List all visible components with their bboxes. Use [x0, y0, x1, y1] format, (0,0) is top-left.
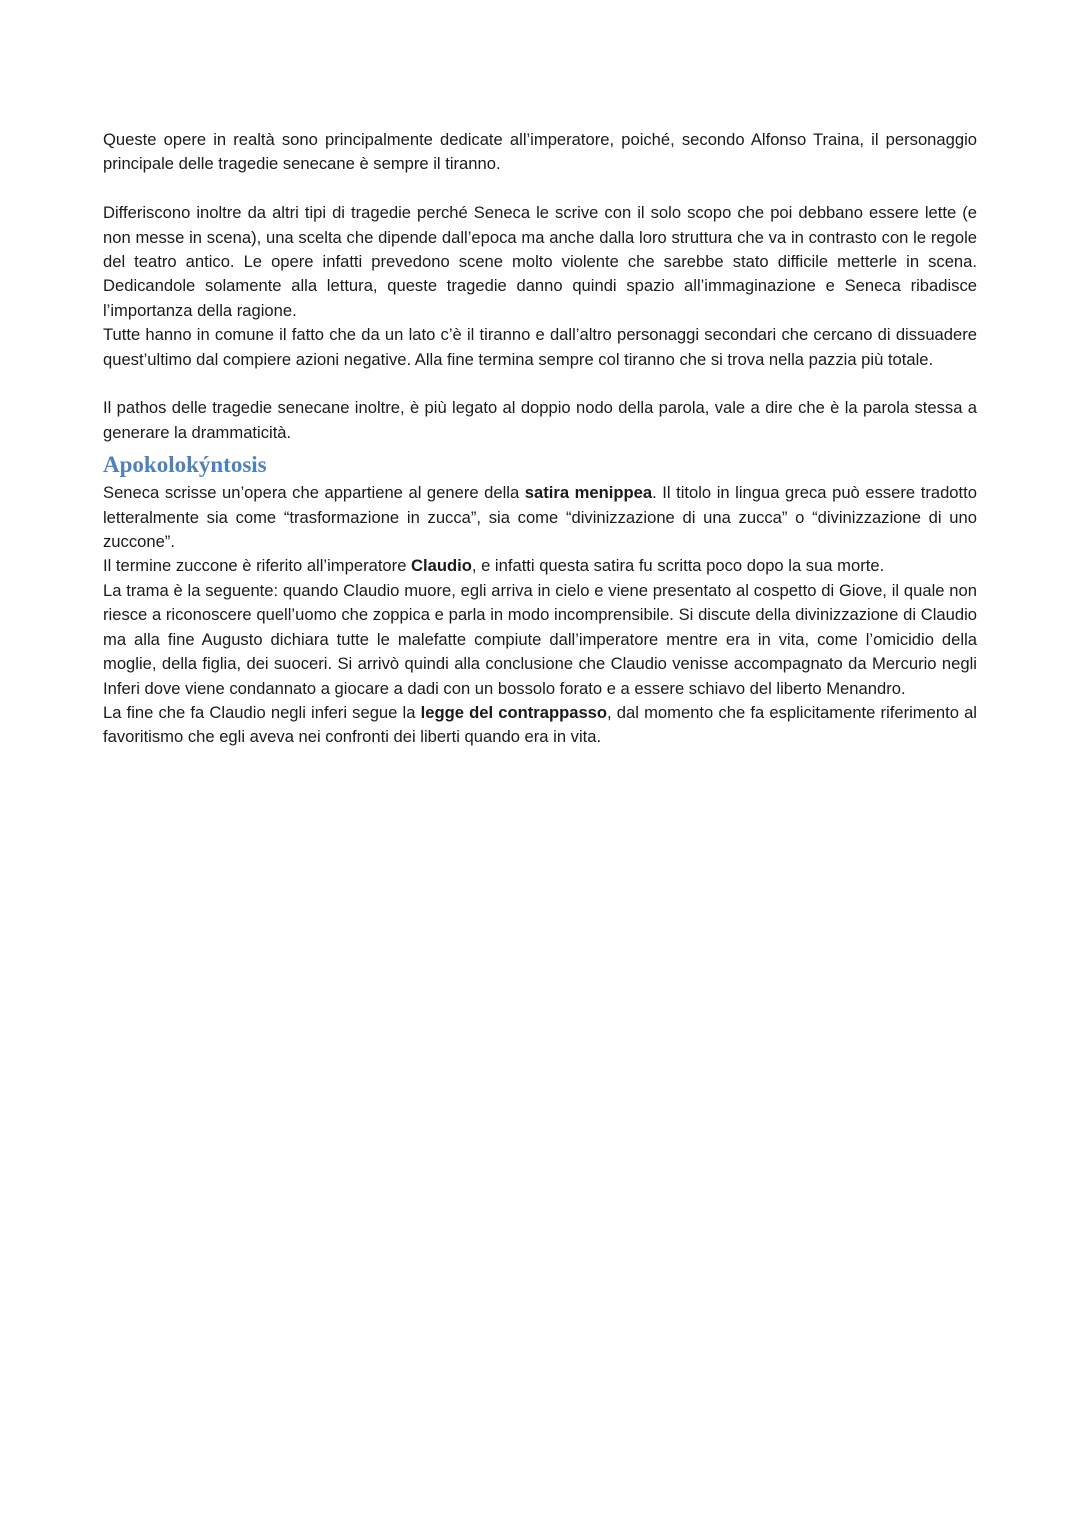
paragraph-traina: Queste opere in realtà sono principalmente dedicate all’imperatore, poiché, secondo Alfonso Traina, il personaggio principale delle tragedie senecane è sempre il tiranno.: [103, 130, 977, 174]
paragraph-trama: La trama è la seguente: quando Claudio muore, egli arriva in cielo e viene presentato al cospetto di Giove, il quale non riesce a riconoscere quell’uomo che zoppica e parla in modo incomprensibile. Si discute della divinizzazione di Claudio ma alla fine Augusto dichiara tutte le malefatte compiute dall’imperatore mentre era in vita, come l’omicidio della moglie, della figlia, dei suoceri. Si arrivò quindi alla conclusione che Claudio venisse accompagnato da Mercurio negli Inferi dove viene condannato a giocare a dadi con un bossolo forato e a essere schiavo del liberto Menandro.: [103, 580, 977, 698]
paragraph-claudio: [103, 554, 977, 578]
paragraph-gap: [103, 177, 977, 201]
text-run: , e infatti questa satira fu scritta poco dopo la sua morte.: [471, 556, 885, 576]
section-heading-apokolokyntosis: Apokolokýntosis: [103, 452, 267, 478]
bold-term-legge-contrappasso: legge del contrappasso: [420, 702, 608, 722]
text-run: . Il titolo in lingua greca può essere tradotto letteralmente sia come “trasformazione in zucca”, sia come “divinizzazione di una zucca” o “divinizzazione di uno zuccone”.: [103, 483, 977, 552]
bold-term-claudio: Claudio: [411, 556, 472, 576]
paragraph-satira: [103, 481, 977, 554]
paragraph-gap: [103, 372, 977, 396]
bold-term-satira-menippea: satira menippea: [524, 483, 653, 503]
text-run: Seneca scrisse un’opera che appartiene al genere della: [103, 483, 525, 503]
text-run: , dal momento che fa esplicitamente riferimento al favoritismo che egli aveva nei confronti dei liberti quando era in vita.: [103, 702, 977, 747]
paragraph-contrappasso: [103, 701, 977, 750]
document-page: [103, 128, 977, 750]
text-run: Il termine zuccone è riferito all’imperatore: [103, 556, 412, 576]
paragraph-tiranno: Tutte hanno in comune il fatto che da un lato c’è il tiranno e dall’altro personaggi secondari che cercano di dissuadere quest’ultimo dal compiere azioni negative. Alla fine termina sempre col tiranno che si trova nella pazzia più totale.: [103, 325, 977, 369]
text-run: La fine che fa Claudio negli inferi segue la: [103, 702, 421, 722]
paragraph-pathos: Il pathos delle tragedie senecane inoltre, è più legato al doppio nodo della parola, vale a dire che è la parola stessa a generare la drammaticità.: [103, 398, 977, 442]
paragraph-lettura: Differiscono inoltre da altri tipi di tragedie perché Seneca le scrive con il solo scopo che poi debbano essere lette (e non messe in scena), una scelta che dipende dall’epoca ma anche dalla loro struttura che va in contrasto con le regole del teatro antico. Le opere infatti prevedono scene molto violente che sarebbe stato difficile metterle in scena. Dedicandole solamente alla lettura, queste tragedie danno quindi spazio all’immaginazione e Seneca ribadisce l’importanza della ragione.: [103, 203, 977, 320]
